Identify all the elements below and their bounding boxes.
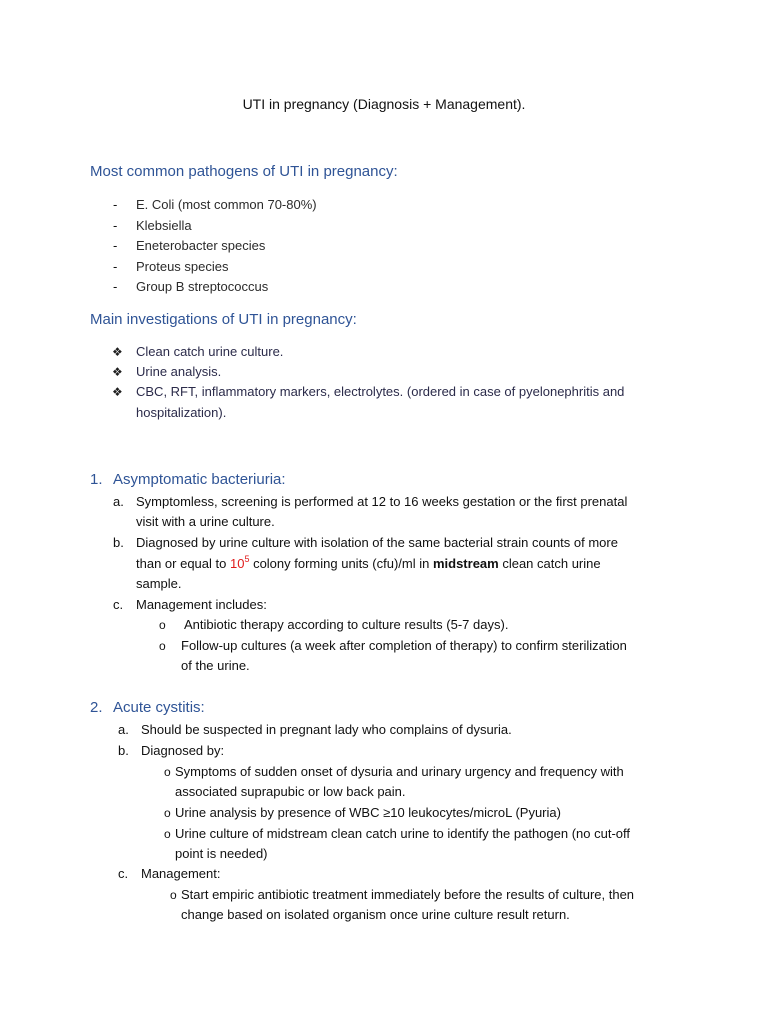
circle-bullet-icon: o [159,618,166,632]
investigation-item-continuation: hospitalization). [136,405,227,420]
colony-count [229,553,250,571]
dash-bullet: - [113,197,118,212]
diagnosis-sub-item: Urine analysis by presence of WBC ≥10 leukocytes/microL (Pyuria) [175,805,561,820]
investigation-item: Clean catch urine culture. [136,344,284,359]
item-label: a. [118,722,129,737]
dash-bullet: - [113,279,118,294]
text-run: colony forming units (cfu)/ml in [249,556,433,571]
item-label: b. [113,535,124,550]
cystitis-heading: Acute cystitis: [113,699,205,716]
asymptomatic-c-text: Management includes: [136,597,267,612]
asymptomatic-b-text: Diagnosed by urine culture with isolation of the same bacterial strain counts of more [136,535,618,550]
section-number: 2. [90,699,103,716]
cystitis-management-sub-item: Start empiric antibiotic treatment immediately before the results of culture, then [181,887,635,902]
item-label: b. [118,743,129,758]
investigation-item: Urine analysis. [136,364,222,379]
pathogens-heading: Most common pathogens of UTI in pregnancy: [90,163,398,180]
item-label: c. [118,866,129,881]
colony-count-exponent: 5 [244,553,250,564]
management-sub-item: of the urine. [181,658,250,673]
circle-bullet-icon: o [164,765,171,779]
circle-bullet-icon: o [164,806,171,820]
dash-bullet: - [113,238,118,253]
document-title: UTI in pregnancy (Diagnosis + Management). [242,96,526,112]
pathogen-item: E. Coli (most common 70-80%) [136,197,317,212]
management-sub-item: Antibiotic therapy according to culture results (5-7 days). [184,617,509,632]
diamond-bullet-icon: ❖ [112,345,123,359]
investigation-item: CBC, RFT, inflammatory markers, electrolytes. (ordered in case of pyelonephritis and [136,384,625,399]
dash-bullet: - [113,218,118,233]
item-label: a. [113,494,124,509]
asymptomatic-a-text: Symptomless, screening is performed at 12 to 16 weeks gestation or the first prenatal [136,494,628,509]
asymptomatic-b-text: sample. [136,576,182,591]
pathogen-item: Klebsiella [136,218,192,233]
diagnosis-sub-item: Symptoms of sudden onset of dysuria and urinary urgency and frequency with [175,764,624,779]
diagnosis-sub-item: point is needed) [175,846,268,861]
asymptomatic-b-line2 [136,554,601,575]
pathogen-item: Group B streptococcus [136,279,269,294]
circle-bullet-icon: o [164,827,171,841]
diamond-bullet-icon: ❖ [112,385,123,399]
investigations-heading: Main investigations of UTI in pregnancy: [90,311,357,328]
diagnosis-sub-item: Urine culture of midstream clean catch urine to identify the pathogen (no cut-off [175,826,631,841]
text-run: than or equal to [136,556,230,571]
diagnosis-sub-item: associated suprapubic or low back pain. [175,784,406,799]
dash-bullet: - [113,259,118,274]
cystitis-management-sub-item: change based on isolated organism once urine culture result return. [181,907,570,922]
management-sub-item: Follow-up cultures (a week after completion of therapy) to confirm sterilization [181,638,627,653]
emphasis-midstream: midstream [432,556,499,571]
cystitis-c-text: Management: [141,866,221,881]
pathogen-item: Eneterobacter species [136,238,266,253]
section-number: 1. [90,471,103,488]
text-run: clean catch urine [498,556,601,571]
asymptomatic-heading: Asymptomatic bacteriuria: [113,471,286,488]
cystitis-b-text: Diagnosed by: [141,743,225,758]
diamond-bullet-icon: ❖ [112,365,123,379]
pathogen-item: Proteus species [136,259,229,274]
cystitis-a-text: Should be suspected in pregnant lady who complains of dysuria. [141,722,512,737]
circle-bullet-icon: o [170,888,177,902]
item-label: c. [113,597,124,612]
circle-bullet-icon: o [159,639,166,653]
colony-count-base: 10 [229,556,245,571]
asymptomatic-a-text: visit with a urine culture. [136,514,275,529]
